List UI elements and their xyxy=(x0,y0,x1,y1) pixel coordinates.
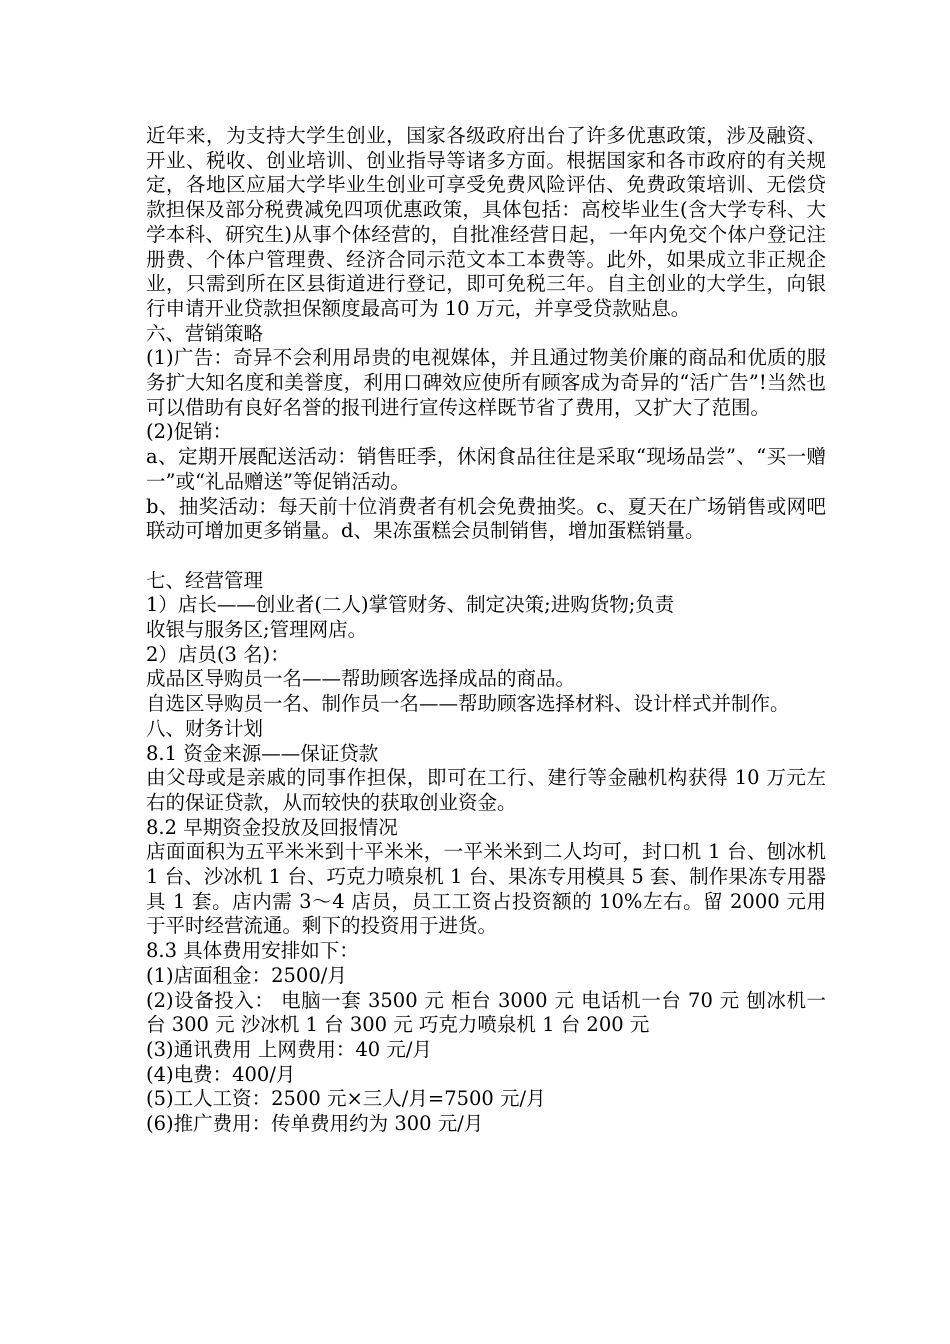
cost-item-wages: (5)工人工资：2500 元×三人/月=7500 元/月 xyxy=(146,1087,546,1111)
paragraph-promotion-label: (2)促销： xyxy=(146,420,233,444)
paragraph-early-investment: 店面面积为五平米米到十平米米，一平米米到二人均可，封口机 1 台、刨冰机 1 台、沙冰机 1 台、巧克力喷泉机 1 台、果冻专用模具 5 套、制作果冻专用器具 1 套。店内需 3～4 店员，员工工资占投资额的 10%左右。留 2000 元用于平时经营流通。剩下的投资用于进货。 xyxy=(146,840,826,938)
paragraph-advertising: (1)广告：奇异不会利用昂贵的电视媒体，并且通过物美价廉的商品和优质的服务扩大知名度和美誉度，利用口碑效应使所有顾客成为奇异的“活广告”!当然也可以借助有良好名誉的报刊进行宣传这样既节省了费用，又扩大了范围。 xyxy=(146,346,826,419)
paragraph-staff-finished-goods: 成品区导购员一名——帮助顾客选择成品的商品。 xyxy=(146,667,576,691)
section-heading-finance: 八、财务计划 xyxy=(146,716,264,740)
cost-item-electricity: (4)电费：400/月 xyxy=(146,1062,296,1086)
section-heading-management: 七、经营管理 xyxy=(146,568,264,592)
paragraph-manager-line1: 1）店长——创业者(二人)掌管财务、制定决策;进购货物;负责 xyxy=(146,593,675,617)
paragraph-staff-self-select: 自选区导购员一名、制作员一名——帮助顾客选择材料、设计样式并制作。 xyxy=(146,692,790,716)
paragraph-promotion-bcd: b、抽奖活动：每天前十位消费者有机会免费抽奖。c、夏天在广场销售或网吧联动可增加更多销量。d、果冻蛋糕会员制销售，增加蛋糕销量。 xyxy=(146,494,826,543)
subheading-cost-breakdown: 8.3 具体费用安排如下： xyxy=(146,939,359,963)
paragraph-staff-label: 2）店员(3 名)： xyxy=(146,642,290,666)
paragraph-funding-source: 由父母或是亲戚的同事作担保，即可在工行、建行等金融机构获得 10 万元左右的保证贷款，从而较快的获取创业资金。 xyxy=(146,766,826,814)
cost-item-equipment: (2)设备投入： 电脑一套 3500 元 柜台 3000 元 电话机一台 70 元 刨冰机一台 300 元 沙冰机 1 台 300 元 巧克力喷泉机 1 台 200 元 xyxy=(146,988,826,1037)
cost-item-promotion: (6)推广费用：传单费用约为 300 元/月 xyxy=(146,1112,484,1136)
paragraph-promotion-a: a、定期开展配送活动：销售旺季，休闲食品往往是采取“现场品尝”、“买一赠一”或“礼品赠送”等促销活动。 xyxy=(146,445,826,493)
cost-item-rent: (1)店面租金：2500/月 xyxy=(146,963,347,987)
paragraph-manager-line2: 收银与服务区;管理网店。 xyxy=(146,618,368,642)
subheading-funding-source: 8.1 资金来源——保证贷款 xyxy=(146,741,379,765)
blank-line xyxy=(146,544,826,569)
section-heading-marketing: 六、营销策略 xyxy=(146,321,264,345)
paragraph-policy-intro: 近年来，为支持大学生创业，国家各级政府出台了许多优惠政策，涉及融资、开业、税收、创业培训、创业指导等诸多方面。根据国家和各市政府的有关规定，各地区应届大学毕业生创业可享受免费风险评估、免费政策培训、无偿贷款担保及部分税费减免四项优惠政策，具体包括：高校毕业生(含大学专科、大学本科、研究生)从事个体经营的，自批准经营日起，一年内免交个体户登记注册费、个体户管理费、经济合同示范文本工本费等。此外，如果成立非正规企业，只需到所在区县街道进行登记，即可免税三年。自主创业的大学生，向银行申请开业贷款担保额度最高可为 10 万元，并享受贷款贴息。 xyxy=(146,124,826,320)
document-body xyxy=(146,124,826,1137)
subheading-early-investment: 8.2 早期资金投放及回报情况 xyxy=(146,815,398,839)
cost-item-communication: (3)通讯费用 上网费用：40 元/月 xyxy=(146,1038,432,1061)
